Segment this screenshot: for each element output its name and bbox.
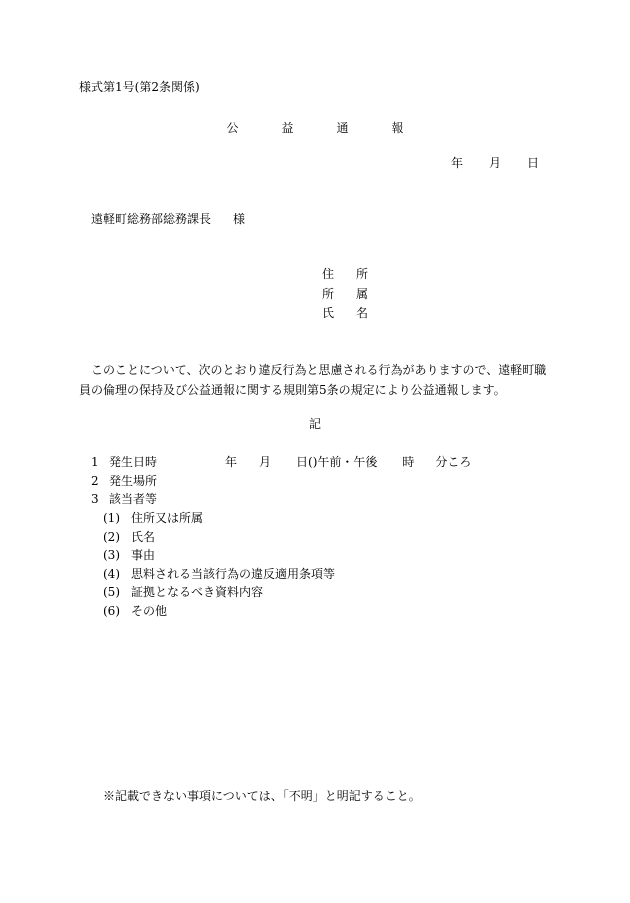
dt-hour: 時 [402, 455, 415, 469]
subitem-label: 思料される当該行為の違反適用条項等 [131, 567, 336, 581]
subitem [103, 512, 203, 524]
item-occurrence-datetime [91, 456, 157, 468]
item-person-concerned [91, 493, 157, 505]
title-char: 通 [336, 121, 349, 135]
reporter-char: 名 [356, 306, 369, 320]
subitem-number: (6) [103, 604, 120, 618]
footnote: ※記載できない事項については、「不明」と明記すること。 [103, 789, 421, 803]
item-label: 発生場所 [109, 474, 158, 488]
item-occurrence-place [91, 475, 157, 487]
reporter-char: 住 [322, 267, 335, 281]
datetime-fields [225, 456, 471, 468]
item-number: 2 [91, 474, 99, 488]
body-paragraph: このことについて、次のとおり違反行為と思慮される行為がありますので、遠軽町職員の倫理の保持及び公益通報に関する規則第5条の規定により公益通報します。 [79, 363, 547, 397]
reporter-char: 所 [356, 267, 369, 281]
reporter-affiliation-label [322, 288, 368, 300]
subitem-number: (2) [103, 530, 120, 544]
dt-month: 月 [259, 455, 272, 469]
reporter-address-label [322, 268, 368, 280]
year-label: 年 [451, 156, 464, 170]
subitem-label: 事由 [131, 548, 156, 562]
dt-year: 年 [225, 455, 238, 469]
subitem [103, 549, 155, 561]
date-line [451, 157, 539, 169]
subitem [103, 568, 335, 580]
reporter-char: 氏 [322, 306, 335, 320]
reporter-name-label [322, 307, 368, 319]
reporter-char: 所 [322, 287, 335, 301]
day-label: 日 [527, 156, 540, 170]
subitem [103, 586, 263, 598]
subitem-label: その他 [131, 604, 168, 618]
dt-minute: 分ころ [435, 455, 472, 469]
subitem-label: 氏名 [131, 530, 156, 544]
addressee-name: 遠軽町総務部総務課長 [91, 212, 212, 226]
addressee-honorific: 様 [233, 212, 246, 226]
item-number: 1 [91, 455, 99, 469]
title-char: 報 [391, 121, 404, 135]
reporter-char: 属 [356, 287, 369, 301]
ki-heading: 記 [308, 417, 321, 431]
item-number: 3 [91, 492, 99, 506]
item-label: 該当者等 [109, 492, 158, 506]
title-char: 益 [281, 121, 294, 135]
subitem-number: (3) [103, 548, 120, 562]
subitem-label: 証拠となるべき資料内容 [131, 585, 264, 599]
month-label: 月 [489, 156, 502, 170]
subitem-number: (4) [103, 567, 120, 581]
subitem-number: (5) [103, 585, 120, 599]
subitem-number: (1) [103, 511, 120, 525]
subitem [103, 531, 155, 543]
dt-day: 日( [296, 455, 313, 469]
addressee [91, 213, 245, 225]
title-char: 公 [226, 121, 239, 135]
form-number: 様式第1号(第2条関係) [79, 80, 200, 94]
document-title [0, 122, 630, 134]
dt-ampm: )午前・午後 [312, 455, 378, 469]
item-label: 発生日時 [109, 455, 158, 469]
subitem-label: 住所又は所属 [131, 511, 204, 525]
subitem [103, 605, 167, 617]
